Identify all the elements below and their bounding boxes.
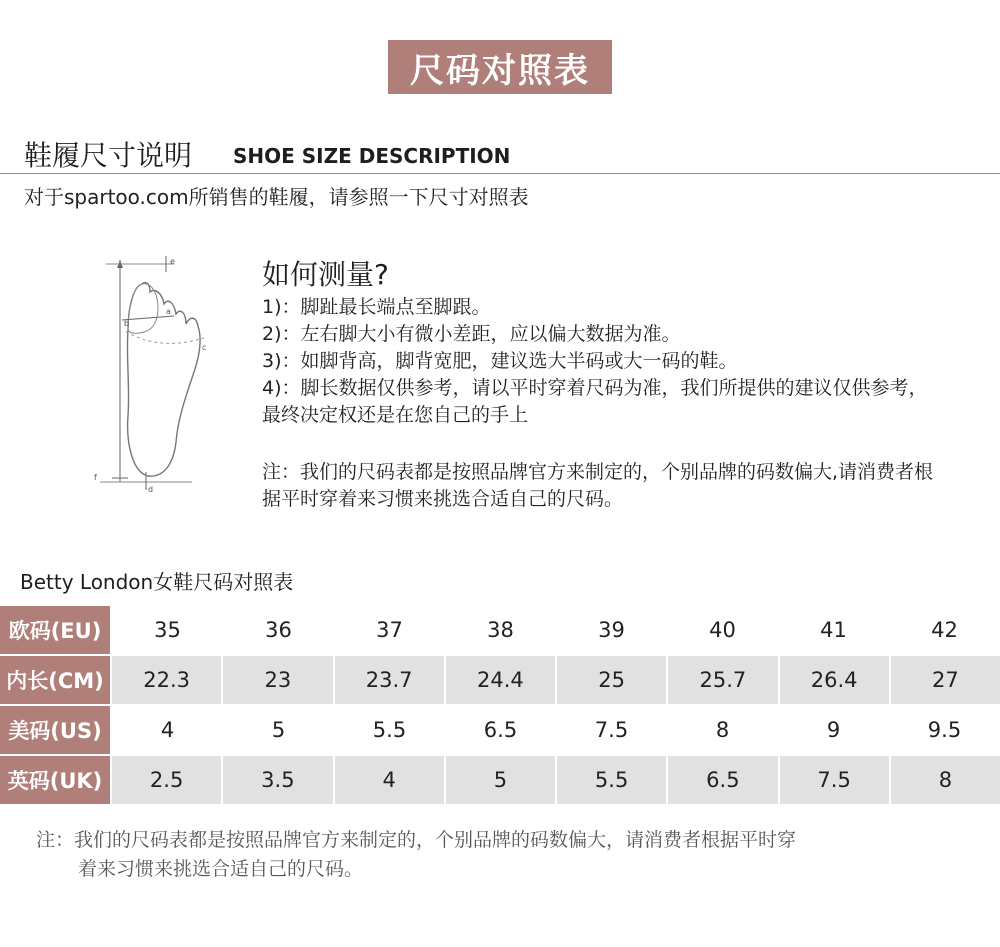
size-cell: 5 <box>444 756 555 804</box>
size-cell: 6.5 <box>483 718 518 742</box>
diagram-label-f: f <box>94 473 97 482</box>
footnote-line-2: 着来习惯来挑选合适自己的尺码。 <box>78 858 364 880</box>
size-cell: 7.5 <box>594 718 629 742</box>
size-cell: 23 <box>221 656 332 704</box>
size-row-eu <box>0 606 1000 654</box>
page-banner-title: 尺码对照表 <box>388 40 612 94</box>
section-description: 对于spartoo.com所销售的鞋履，请参照一下尺寸对照表 <box>24 185 529 209</box>
how-to-item-3: 3)：如脚背高，脚背宽肥，建议选大半码或大一码的鞋。 <box>262 350 738 372</box>
size-cell: 38 <box>487 618 514 642</box>
size-cell: 39 <box>598 618 625 642</box>
size-cell: 6.5 <box>666 756 777 804</box>
size-cell: 37 <box>376 618 403 642</box>
size-cell: 8 <box>715 718 730 742</box>
size-cell: 8 <box>889 756 1000 804</box>
size-cell: 41 <box>820 618 847 642</box>
size-cell: 27 <box>889 656 1000 704</box>
size-row-uk <box>0 756 1000 804</box>
size-cell: 26.4 <box>778 656 889 704</box>
size-cell: 25.7 <box>666 656 777 704</box>
footnote <box>36 826 966 884</box>
size-cell: 23.7 <box>333 656 444 704</box>
size-cell: 25 <box>555 656 666 704</box>
how-to-measure-title: 如何测量? <box>262 258 389 291</box>
size-cell: 4 <box>333 756 444 804</box>
size-row-header: 欧码(EU) <box>0 606 110 654</box>
size-cell: 35 <box>154 618 181 642</box>
section-divider <box>0 173 1000 174</box>
size-cell: 40 <box>709 618 736 642</box>
size-cell: 5.5 <box>555 756 666 804</box>
size-cell: 4 <box>160 718 175 742</box>
size-cell: 7.5 <box>778 756 889 804</box>
size-row-header: 英码(UK) <box>0 756 110 804</box>
size-table-title: Betty London女鞋尺码对照表 <box>20 570 294 594</box>
diagram-label-b: b <box>124 319 130 328</box>
size-cell: 5 <box>271 718 286 742</box>
section-title-cn: 鞋履尺寸说明 <box>24 139 193 172</box>
size-cell: 42 <box>931 618 958 642</box>
how-to-item-4: 4)：脚长数据仅供参考，请以平时穿着尺码为准，我们所提供的建议仅供参考，最终决定权还是在您自己的手上 <box>262 377 928 426</box>
foot-measurement-diagram <box>82 246 216 496</box>
size-cell: 3.5 <box>221 756 332 804</box>
size-cell: 2.5 <box>149 768 184 792</box>
diagram-label-e: e <box>170 257 175 266</box>
size-row-header: 内长(CM) <box>0 656 110 704</box>
diagram-label-c: c <box>202 343 207 352</box>
how-to-note: 注：我们的尺码表都是按照品牌官方来制定的，个别品牌的码数偏大,请消费者根据平时穿着来习惯来挑选合适自己的尺码。 <box>262 461 934 510</box>
how-to-measure-list <box>262 294 942 429</box>
size-row-cm <box>0 656 1000 704</box>
how-to-item-2: 2)：左右脚大小有微小差距，应以偏大数据为准。 <box>262 323 681 345</box>
footnote-line-1: 注：我们的尺码表都是按照品牌官方来制定的，个别品牌的码数偏大，请消费者根据平时穿 <box>36 829 797 851</box>
how-to-item-1: 1)：脚趾最长端点至脚跟。 <box>262 296 491 318</box>
size-cell: 9.5 <box>927 718 962 742</box>
size-row-us <box>0 706 1000 754</box>
section-title-en: SHOE SIZE DESCRIPTION <box>233 144 511 168</box>
size-cell: 36 <box>265 618 292 642</box>
size-cell: 22.3 <box>143 668 190 692</box>
size-cell: 5.5 <box>372 718 407 742</box>
diagram-label-d: d <box>148 485 154 494</box>
size-cell: 9 <box>826 718 841 742</box>
size-row-header: 美码(US) <box>0 706 110 754</box>
size-cell: 24.4 <box>444 656 555 704</box>
diagram-label-a: a <box>166 307 171 316</box>
